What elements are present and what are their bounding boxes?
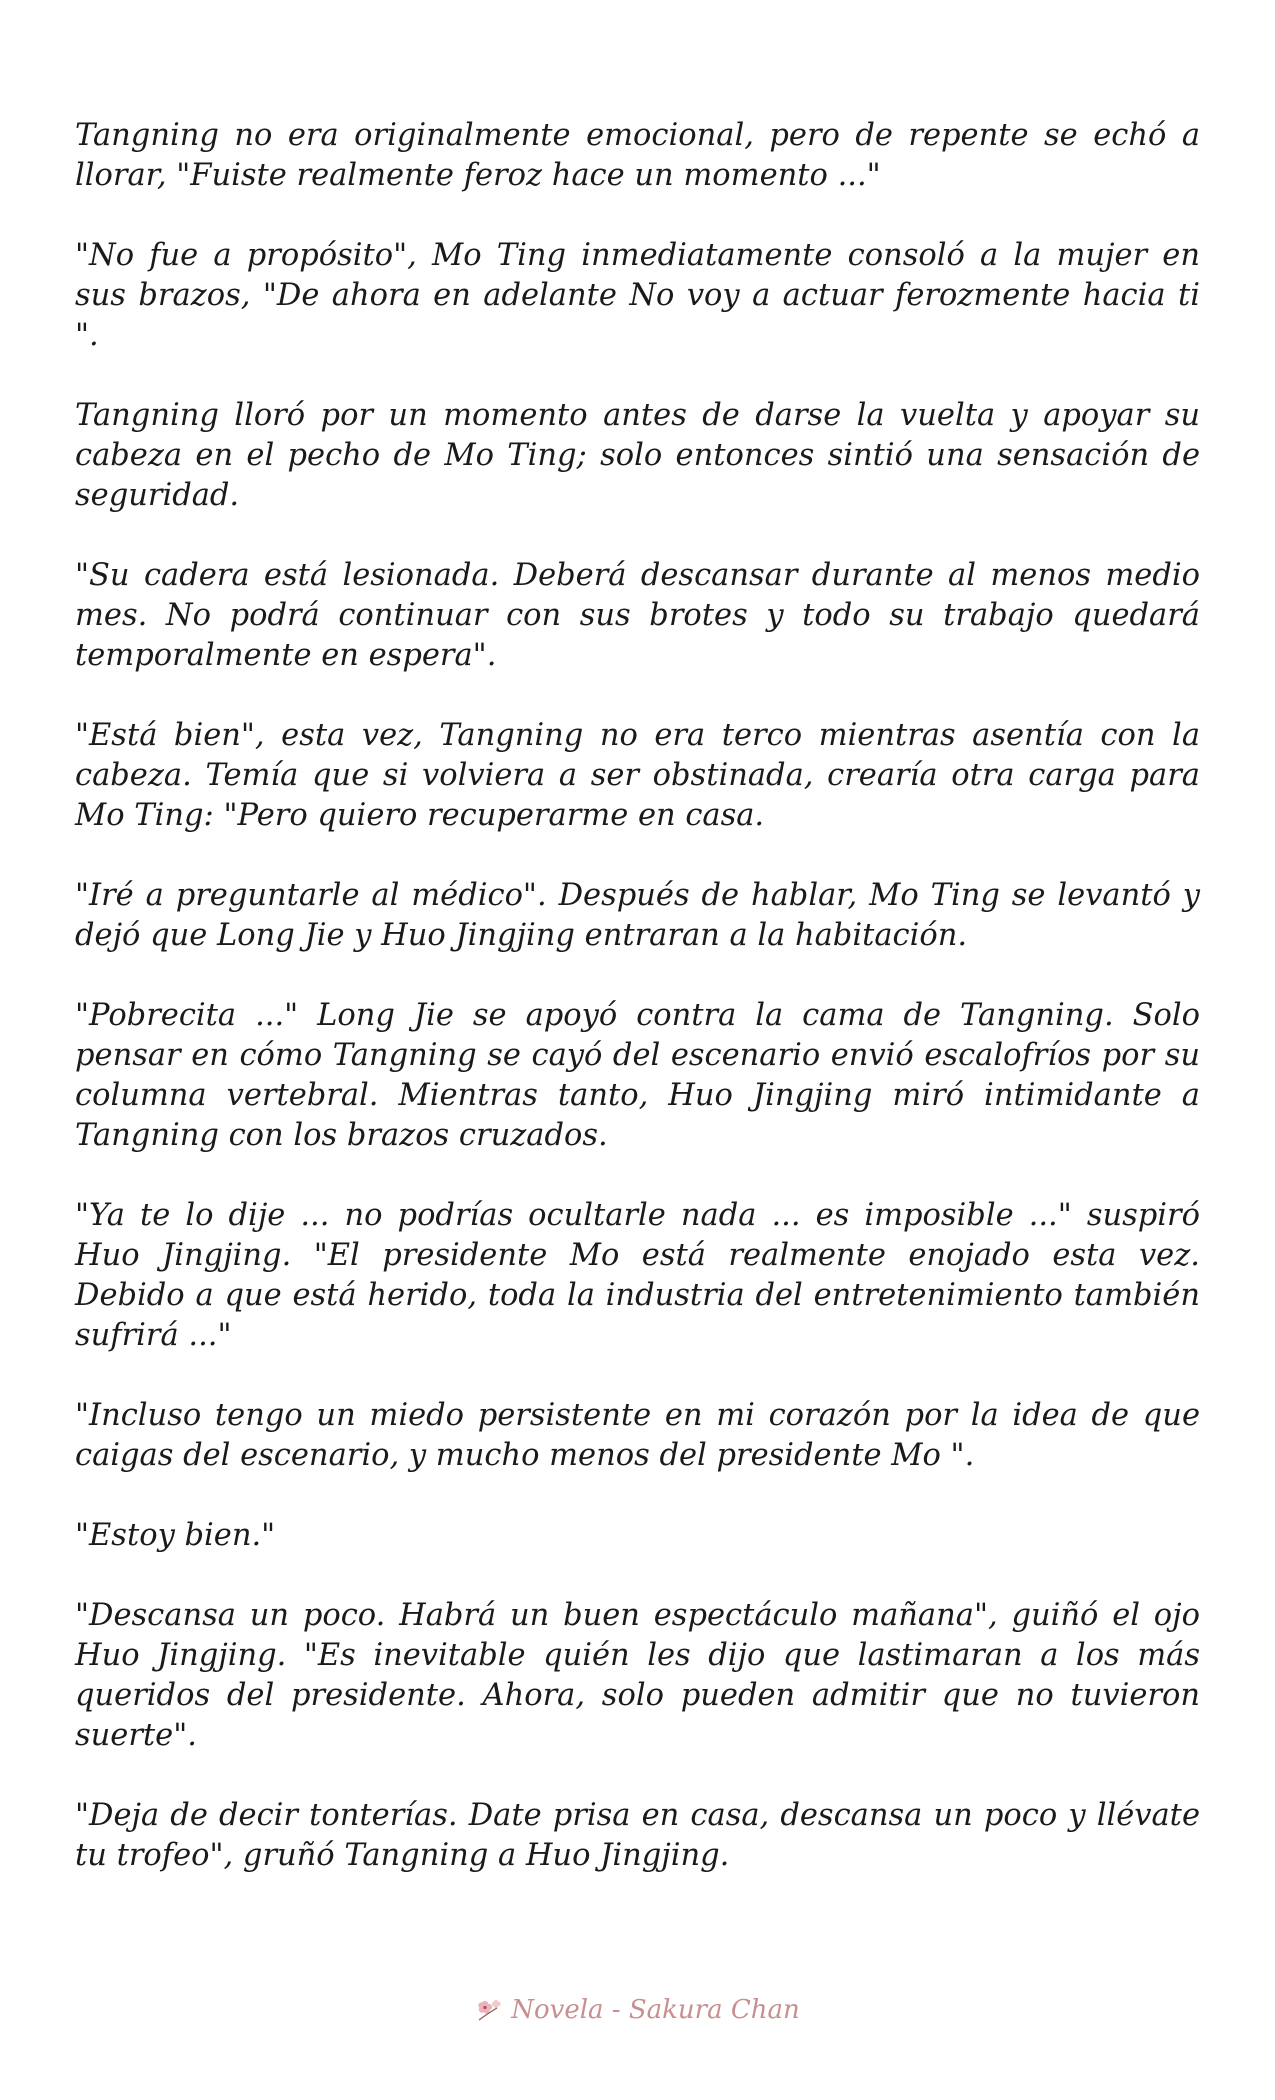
paragraph: Tangning no era originalmente emocional, pero de repente se echó a llorar, "Fuiste realmente feroz hace un momento ..." — [75, 118, 1200, 193]
paragraph: "Estoy bien." — [75, 1518, 276, 1553]
watermark — [0, 1990, 1275, 2030]
paragraph: "Está bien", esta vez, Tangning no era terco mientras asentía con la cabeza. Temía que si volviera a ser obstinada, crearía otra carga para Mo Ting: "Pero quiero recuperarme en casa. — [75, 718, 1200, 833]
paragraph: "Pobrecita ..." Long Jie se apoyó contra la cama de Tangning. Solo pensar en cómo Tangning se cayó del escenario envió escalofríos por su columna vertebral. Mientras tanto, Huo Jingjing miró intimidante a Tangning con los brazos cruzados. — [75, 998, 1200, 1153]
cherry-blossom-icon — [475, 1996, 505, 2024]
watermark-label: Novela - Sakura Chan — [511, 1995, 800, 2025]
paragraph: "Incluso tengo un miedo persistente en mi corazón por la idea de que caigas del escenario, y mucho menos del presidente Mo ". — [75, 1398, 1200, 1473]
paragraph: "Descansa un poco. Habrá un buen espectáculo mañana", guiñó el ojo Huo Jingjing. "Es inevitable quién les dijo que lastimaran a los más queridos del presidente. Ahora, solo pueden admitir que no tuvieron suerte". — [75, 1598, 1200, 1753]
paragraph: "Ya te lo dije ... no podrías ocultarle nada ... es imposible ..." suspiró Huo Jingjing. "El presidente Mo está realmente enojado esta vez. Debido a que está herido, toda la industria del entretenimiento también sufrirá ..." — [75, 1198, 1200, 1353]
paragraph: Tangning lloró por un momento antes de darse la vuelta y apoyar su cabeza en el pecho de Mo Ting; solo entonces sintió una sensación de seguridad. — [75, 398, 1200, 513]
paragraph: "No fue a propósito", Mo Ting inmediatamente consoló a la mujer en sus brazos, "De ahora en adelante No voy a actuar ferozmente hacia ti ". — [75, 238, 1200, 353]
paragraph: "Deja de decir tonterías. Date prisa en casa, descansa un poco y llévate tu trofeo", gruñó Tangning a Huo Jingjing. — [75, 1798, 1200, 1873]
paragraph: "Su cadera está lesionada. Deberá descansar durante al menos medio mes. No podrá continuar con sus brotes y todo su trabajo quedará temporalmente en espera". — [75, 558, 1200, 673]
story-text — [75, 116, 1200, 1916]
paragraph: "Iré a preguntarle al médico". Después de hablar, Mo Ting se levantó y dejó que Long Jie y Huo Jingjing entraran a la habitación. — [75, 878, 1200, 953]
